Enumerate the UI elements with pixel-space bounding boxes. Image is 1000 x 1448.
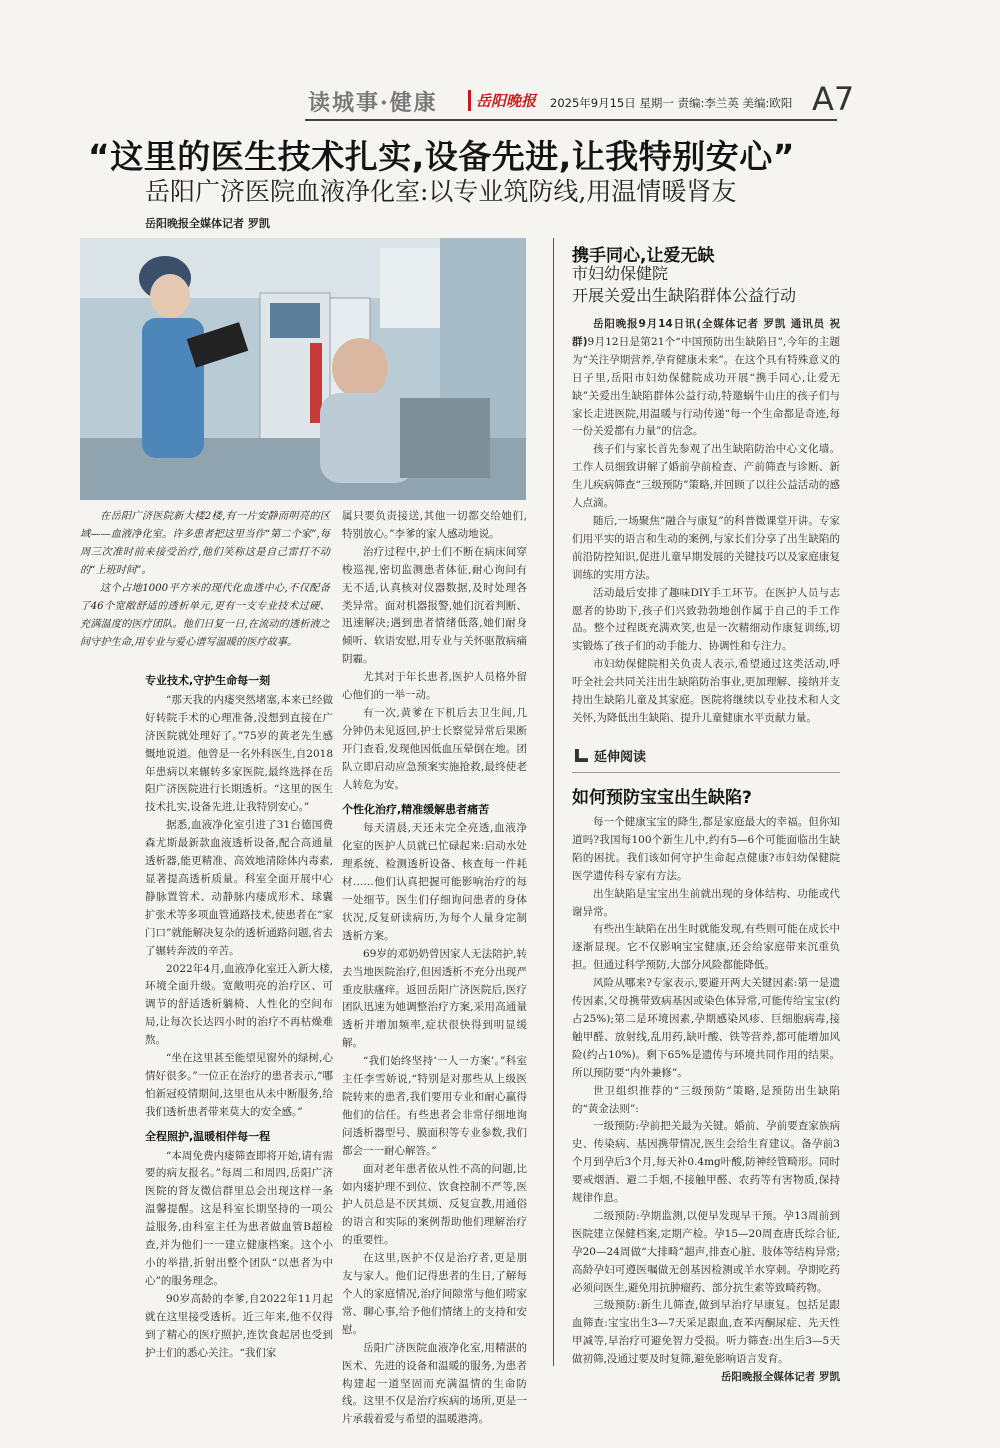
extended-reading-label: 延伸阅读 [594, 750, 647, 765]
sidebar-article-body [572, 316, 840, 728]
page-number: A7 [812, 80, 855, 118]
article-paragraph: 69岁的邓奶奶曾因家人无法陪护,转去当地医院治疗,但因透析不充分出现严重皮肤瘙痒。返回岳阳广济医院后,医疗团队迅速为她调整治疗方案,采用高通量透析并增加频率,症状很快得到明显缓解。 [342, 947, 527, 1050]
article-paragraph: 孩子们与家长首先参观了出生缺陷防治中心文化墙。工作人员细致讲解了婚前孕前检查、产前筛查与诊断、新生儿疾病筛查“三级预防”策略,并回顾了以往公益活动的感人点滴。 [572, 443, 840, 510]
subheadline: 岳阳广济医院血液净化室:以专业筑防线,用温情暖肾友 [145, 177, 737, 206]
article-paragraph: 有一次,黄爹在下机后去卫生间,几分钟仍未见返回,护士长察觉异常后果断开门查看,发现他因低血压晕倒在地。团队立即启动应急预案实施抢救,最终使老人转危为安。 [342, 706, 527, 791]
article-paragraph: 一级预防:孕前把关最为关键。婚前、孕前要查家族病史、传染病、基因携带情况,医生会给生育建议。备孕前3个月到孕后3个月,每天补0.4mg叶酸,防神经管畸形。同时要戒烟酒、避二手烟,不接触甲醛、农药等有害物质,保持规律作息。 [572, 1120, 840, 1205]
caption-paragraph: 这个占地1000平方米的现代化血透中心,不仅配备了46个宽敞舒适的透析单元,更有一支专业技术过硬、充满温度的医疗团队。他们日复一日,在流动的透析液之间守护生命,用专业与爱心谱写温暖的医疗故事。 [80, 583, 330, 648]
article-paragraph: 面对老年患者依从性不高的问题,比如内瘘护理不到位、饮食控制不严等,医护人员总是不厌其烦、反复宣教,用通俗的语言和实际的案例帮助他们理解治疗的重要性。 [342, 1162, 527, 1247]
photo-caption [80, 508, 330, 652]
issue-info: 2025年9月15日 星期一 责编:李兰英 美编:欧阳 [550, 96, 793, 110]
article-paragraph: 活动最后安排了趣味DIY手工环节。在医护人员与志愿者的协助下,孩子们兴致勃勃地创作属于自己的手工作品。整个过程既充满欢笑,也是一次精细动作康复训练,切实锻炼了孩子们的动手能力、协调性和专注力。 [572, 586, 840, 653]
article-paragraph: 每天清晨,天还未完全亮透,血液净化室的医护人员就已忙碌起来:启动水处理系统、检测透析设备、核查每一件耗材……他们认真把握可能影响治疗的每一处细节。医生们仔细询问患者的身体状况,反复研读病历,为每个人量身定制透析方案。 [342, 822, 527, 942]
arrow-icon [575, 749, 588, 762]
article-paragraph: 尤其对于年长患者,医护人员格外留心他们的一举一动。 [342, 671, 527, 702]
headline: “这里的医生技术扎实,设备先进,让我特别安心” [88, 137, 795, 176]
article-paragraph: 9月12日是第21个“中国预防出生缺陷日”,今年的主题为“关注孕期营养,孕育健康未来”。在这个具有特殊意义的日子里,岳阳市妇幼保健院成功开展“携手同心,让爱无缺”关爱出生缺陷群体公益行动,特邀蜗牛山庄的孩子们与家长走进医院,用温暖与行动传递“每一个生命都是奇迹,每一份关爱都有力量”的信念。 [572, 335, 840, 438]
article-paragraph: 属只要负责接送,其他一切都交给她们,特别放心。”李爹的家人感动地说。 [342, 510, 527, 540]
news-lead: 岳阳晚报9月14日讯(全媒体记者 罗凯 通讯员 祝群) [572, 318, 840, 348]
column-divider [553, 238, 554, 1366]
reporter-credit: 岳阳晚报全媒体记者 罗凯 [720, 1371, 840, 1384]
article-column-2 [342, 508, 527, 1429]
caption-paragraph: 在岳阳广济医院新大楼2楼,有一片安静而明亮的区域——血液净化室。许多患者把这里当作“第二个家”,每周三次准时前来接受治疗,他们笑称这是自己雷打不动的“上班时间”。 [80, 511, 330, 576]
article-paragraph: 岳阳广济医院血液净化室,用精湛的医术、先进的设备和温暖的服务,为患者构建起一道坚固而充满温情的生命防线。这里不仅是治疗疾病的场所,更是一片承载着爱与希望的温暖港湾。 [342, 1341, 527, 1426]
subtitle-line: 开展关爱出生缺陷群体公益行动 [572, 286, 797, 305]
article-column-1 [145, 666, 333, 1362]
extended-reading-tag [575, 746, 646, 765]
article-paragraph: “本周免费内瘘筛查即将开始,请有需要的病友报名。”每周二和周四,岳阳广济医院的肾友微信群里总会出现这样一条温馨提醒。这是科室长期坚持的一项公益服务,由科室主任为患者做血管B超检查,并为他们一一建立健康档案。这个小小的举措,折射出整个团队“以患者为中心”的服务理念。 [145, 1149, 333, 1287]
article-paragraph: 有些出生缺陷在出生时就能发现,有些则可能在成长中逐渐显现。它不仅影响宝宝健康,还会给家庭带来沉重负担。但通过科学预防,大部分风险都能降低。 [572, 923, 840, 972]
article-paragraph: 每一个健康宝宝的降生,都是家庭最大的幸福。但你知道吗?我国每100个新生儿中,约有5—6个可能面临出生缺陷的困扰。我们该如何守护生命起点健康?市妇幼保健院医学遗传科专家有方法。 [572, 816, 840, 882]
article-paragraph: 出生缺陷是宝宝出生前就出现的身体结构、功能或代谢异常。 [572, 887, 840, 918]
article-subheading: 个性化治疗,精准缓解患者痛苦 [342, 802, 490, 816]
newspaper-logo: 岳阳晚报 [468, 90, 536, 111]
article-paragraph: 世卫组织推荐的“三级预防”策略,是预防出生缺陷的“黄金法则”: [572, 1084, 840, 1115]
article-paragraph: 治疗过程中,护士们不断在病床间穿梭巡视,密切监测患者体征,耐心询问有无不适,认真核对仪器数据,及时处理各类异常。面对机器报警,她们沉着判断、迅速解决;遇到患者情绪低落,她们耐身倾听、软语安慰,用专业与关怀驱散病痛阴霾。 [342, 545, 527, 666]
article-paragraph: 市妇幼保健院相关负责人表示,希望通过这类活动,呼吁全社会共同关注出生缺陷防治事业,更加理解、接纳并支持出生缺陷儿童及其家庭。医院将继续以专业技术和人文关怀,为降低出生缺陷、提升儿童健康水平贡献力量。 [572, 658, 840, 724]
byline: 岳阳晚报全媒体记者 罗凯 [145, 217, 270, 230]
article-subheading: 专业技术,守护生命每一刻 [145, 674, 271, 687]
article-paragraph: 90岁高龄的李爹,自2022年11月起就在这里接受透析。近三年来,他不仅得到了精心的医疗照护,连饮食起居也受到护士们的悉心关注。“我们家 [145, 1292, 333, 1359]
article-paragraph: “我们始终坚持‘一人一方案’。”科室主任李雪娇说,“特别是对那些从上级医院转来的患者,我们要用专业和耐心赢得他们的信任。有些患者会非常仔细地询问透析器型号、膜面积等专业参数,我们都会一一耐心解答。” [342, 1055, 527, 1157]
article-paragraph: 2022年4月,血液净化室迁入新大楼,环境全面升级。宽敞明亮的治疗区、可调节的舒适透析躺椅、人性化的空间布局,让每次长达四小时的治疗不再枯燥难熬。 [145, 962, 333, 1047]
article-paragraph: “坐在这里甚至能望见窗外的绿树,心情好很多。”一位正在治疗的患者表示,“哪怕新冠疫情期间,这里也从未中断服务,给我们透析患者带来莫大的安全感。” [145, 1052, 333, 1118]
subtitle-line: 市妇幼保健院 [572, 264, 669, 283]
header-rule [305, 119, 837, 121]
article-paragraph: 在这里,医护不仅是治疗者,更是朋友与家人。他们记得患者的生日,了解每个人的家庭情况,治疗间隙常与他们唠家常、聊心事,给予他们情绪上的支持和安慰。 [342, 1252, 527, 1336]
article-paragraph: 三级预防:新生儿筛查,做到早治疗早康复。包括足跟血筛查:宝宝出生3—7天采足跟血,查苯丙酮尿症、先天性甲减等,早治疗可避免智力受损。听力筛查:出生后3—5天做初筛,没通过要及时复筛,避免影响语言发育。 [572, 1299, 840, 1366]
article-paragraph: “那天我的内瘘突然堵塞,本来已经做好转院手术的心理准备,没想到直接在广济医院就处理好了。”75岁的黄老先生感慨地说道。他曾是一名外科医生,自2018年患病以来辗转多家医院,最终选择在岳阳广济医院进行长期透析。“这里的医生技术扎实,设备先进,让我特别安心。” [145, 693, 333, 814]
extended-reading-body [572, 814, 840, 1387]
article-paragraph: 风险从哪来?专家表示,要避开两大关键因素:第一是遗传因素,父母携带致病基因或染色体异常,可能传给宝宝(约占25%);第二是环境因素,孕期感染风疹、巨细胞病毒,接触甲醛、放射线,乱用药,缺叶酸、铁等营养,都可能增加风险(约占10%)。剩下65%是遗传与环境共同作用的结果。所以预防要“内外兼修”。 [572, 977, 840, 1079]
extended-reading-title: 如何预防宝宝出生缺陷? [572, 788, 752, 808]
dialysis-photo [80, 238, 526, 500]
article-paragraph: 二级预防:孕期监测,以便早发现早干预。孕13周前到医院建立保健档案,定期产检。孕15—20周查唐氏综合征,孕20—24周做“大排畸”超声,排查心脏、肢体等结构异常;高龄孕妇可遵医嘱做无创基因检测或羊水穿刺。孕期吃药必须问医生,避免用抗肿瘤药、部分抗生素等致畸药物。 [572, 1209, 840, 1294]
sidebar-article-title: 携手同心,让爱无缺 [572, 246, 715, 266]
article-paragraph: 据悉,血液净化室引进了31台德国费森尤斯最新款血液透析设备,配合高通量透析器,能更精准、高效地清除体内毒素,显著提高透析质量。科室全面开展中心静脉置管术、动静脉内瘘成形术、球囊扩张术等多项血管通路技术,使患者在“家门口”就能解决复杂的透析通路问题,省去了辗转奔波的辛苦。 [145, 819, 333, 957]
section-name: 读城事·健康 [308, 90, 438, 116]
sidebar-article-subtitle [572, 263, 796, 307]
article-subheading: 全程照护,温暖相伴每一程 [145, 1129, 271, 1143]
extended-reading-rule [572, 772, 840, 773]
article-paragraph: 随后,一场聚焦“融合与康复”的科普微课堂开讲。专家们用平实的语言和生动的案例,与家长们分享了出生缺陷的前沿防控知识,促进儿童早期发展的关键技巧以及家庭康复训练的实用方法。 [572, 514, 840, 581]
